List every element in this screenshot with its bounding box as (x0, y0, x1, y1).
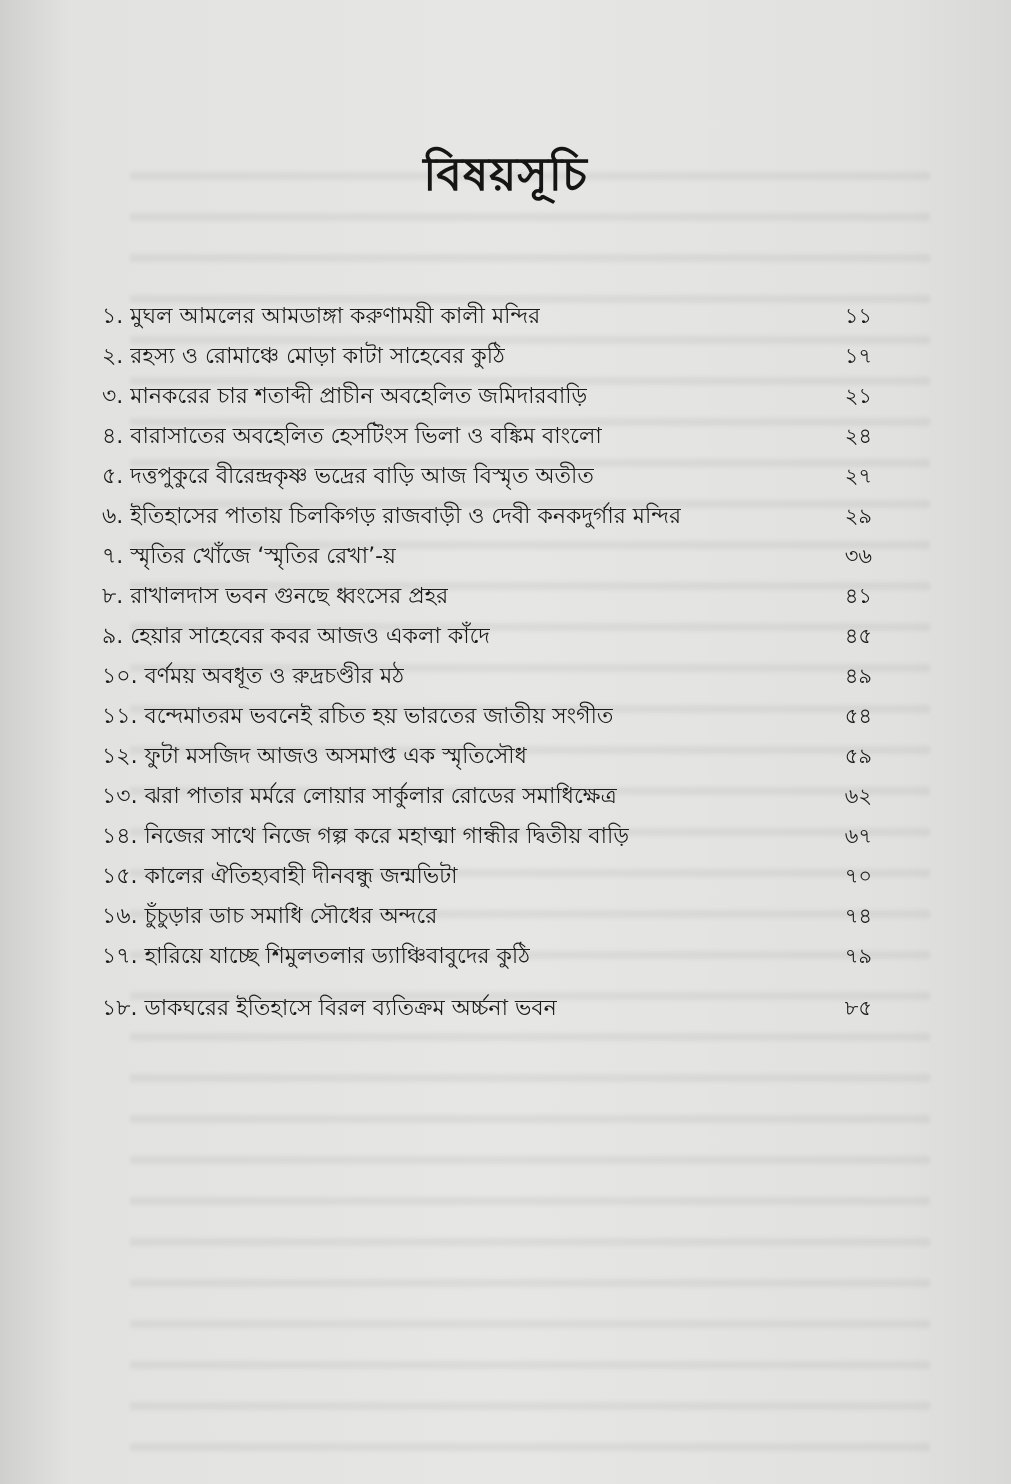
toc-entry (102, 376, 872, 416)
toc-entry (102, 616, 872, 656)
toc-entry-page: ১৭ (844, 344, 872, 368)
toc-entry (102, 896, 872, 936)
toc-entry-page: ৬৭ (844, 824, 872, 848)
toc-entry (102, 576, 872, 616)
toc-entry-page: ২১ (844, 384, 872, 408)
toc-entry-title: ৮. রাখালদাস ভবন গুনছে ধ্বংসের প্রহর (102, 584, 449, 609)
toc-entry-title: ১৭. হারিয়ে যাচ্ছে শিমুলতলার ড্যাঞ্চিবাবুদের কুঠি (102, 944, 530, 969)
toc-entry-page: ৪১ (844, 584, 872, 608)
toc-entry (102, 336, 872, 376)
toc-entry-page: ২৯ (844, 504, 872, 528)
toc-entry-title: ৯. হেয়ার সাহেবের কবর আজও একলা কাঁদে (102, 624, 490, 649)
toc-entry-page: ২৭ (844, 464, 872, 488)
toc-entry-page: ৪৯ (844, 664, 872, 688)
toc-entry (102, 536, 872, 576)
toc-entry-page: ৭৯ (844, 944, 872, 968)
toc-entry-title: ৬. ইতিহাসের পাতায় চিলকিগড় রাজবাড়ী ও দেবী কনকদুর্গার মন্দির (102, 504, 682, 529)
toc-entry (102, 988, 872, 1028)
toc-entry-page: ৭৪ (844, 904, 872, 928)
toc-entry-title: ১৬. চুঁচুড়ার ডাচ সমাধি সৌধের অন্দরে (102, 904, 438, 929)
toc-entry-title: ৪. বারাসাতের অবহেলিত হেসটিংস ভিলা ও বঙ্কিম বাংলো (102, 424, 602, 449)
toc-entry-title: ২. রহস্য ও রোমাঞ্চে মোড়া কাটা সাহেবের কুঠি (102, 344, 505, 369)
toc-entry-title: ৫. দত্তপুকুরে বীরেন্দ্রকৃষ্ণ ভদ্রের বাড়ি আজ বিস্মৃত অতীত (102, 464, 594, 489)
toc-entry-title: ১১. বন্দেমাতরম ভবনেই রচিত হয় ভারতের জাতীয় সংগীত (102, 704, 614, 729)
toc-entry-title: ১৮. ডাকঘরের ইতিহাসে বিরল ব্যতিক্রম অর্চ্চনা ভবন (102, 996, 557, 1021)
toc-entry-title: ১২. ফুটা মসজিদ আজও অসমাপ্ত এক স্মৃতিসৌধ (102, 744, 527, 769)
toc-entry-page: ৬২ (844, 784, 872, 808)
toc-entry (102, 416, 872, 456)
toc-entry-page: ৭০ (844, 864, 872, 888)
toc-entry (102, 456, 872, 496)
toc-entry (102, 736, 872, 776)
toc-entry (102, 816, 872, 856)
toc-entry-page: ৫৯ (844, 744, 872, 768)
toc-entry-page: ৫৪ (844, 704, 872, 728)
page-title: বিষয়সূচি (423, 147, 588, 201)
table-of-contents (102, 296, 872, 1028)
toc-entry (102, 696, 872, 736)
toc-entry-page: ১১ (844, 304, 872, 328)
toc-entry-title: ১. মুঘল আমলের আমডাঙ্গা করুণাময়ী কালী মন্দির (102, 304, 541, 329)
toc-entry-page: ৮৫ (844, 996, 872, 1020)
toc-entry-title: ১৫. কালের ঐতিহ্যবাহী দীনবন্ধু জন্মভিটা (102, 864, 458, 889)
toc-entry-page: ৪৫ (844, 624, 872, 648)
toc-entry-page: ৩৬ (844, 544, 872, 568)
toc-entry (102, 776, 872, 816)
toc-entry-title: ১৩. ঝরা পাতার মর্মরে লোয়ার সার্কুলার রোডের সমাধিক্ষেত্র (102, 784, 617, 809)
toc-entry-title: ৩. মানকরের চার শতাব্দী প্রাচীন অবহেলিত জমিদারবাড়ি (102, 384, 588, 409)
toc-entry (102, 936, 872, 976)
toc-entry (102, 296, 872, 336)
toc-entry-title: ১০. বর্ণময় অবধূত ও রুদ্রচণ্ডীর মঠ (102, 664, 404, 689)
toc-entry (102, 496, 872, 536)
toc-entry (102, 656, 872, 696)
toc-entry-title: ১৪. নিজের সাথে নিজে গল্প করে মহাত্মা গান্ধীর দ্বিতীয় বাড়ি (102, 824, 630, 849)
toc-entry-title: ৭. স্মৃতির খোঁজে ‘স্মৃতির রেখা’-য় (102, 544, 396, 569)
toc-entry (102, 856, 872, 896)
toc-entry-page: ২৪ (844, 424, 872, 448)
